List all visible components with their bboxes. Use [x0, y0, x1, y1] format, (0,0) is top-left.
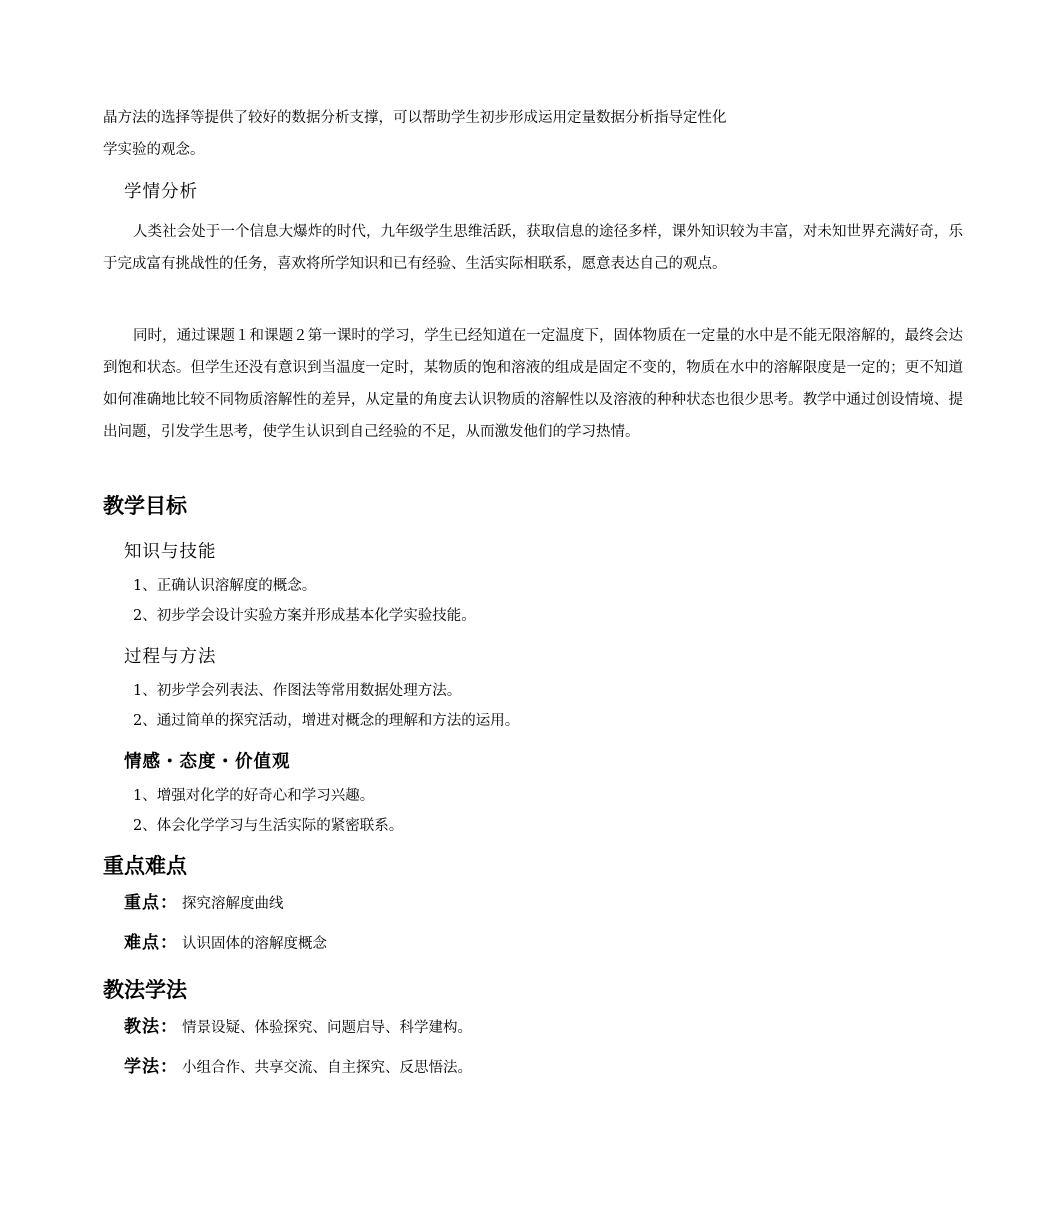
learning-method-label: 学法： — [124, 1057, 178, 1077]
emotion-item-1: 1、增强对化学的好奇心和学习兴趣。 — [133, 788, 375, 804]
process-item-1: 1、初步学会列表法、作图法等常用数据处理方法。 — [133, 683, 462, 699]
emotion-item-2: 2、体会化学学习与生活实际的紧密联系。 — [133, 818, 404, 834]
intro-line-1: 晶方法的选择等提供了较好的数据分析支撑，可以帮助学生初步形成运用定量数据分析指导定性化 — [103, 110, 727, 126]
intro-line-2: 学实验的观念。 — [103, 142, 205, 158]
key-point-row — [124, 888, 284, 913]
methods-heading: 教法学法 — [103, 978, 187, 1002]
difficulty-label: 难点： — [124, 933, 178, 953]
teaching-method-value: 情景设疑、体验探究、问题启导、科学建构。 — [182, 1020, 472, 1036]
objectives-heading: 教学目标 — [103, 494, 187, 518]
process-methods-heading: 过程与方法 — [124, 647, 217, 667]
key-point-value: 探究溶解度曲线 — [182, 896, 284, 912]
emotion-values-heading: 情感・态度・价值观 — [124, 752, 291, 772]
difficulty-value: 认识固体的溶解度概念 — [182, 936, 327, 952]
teaching-method-row — [124, 1012, 472, 1037]
key-points-heading: 重点难点 — [103, 854, 187, 878]
learner-analysis-heading: 学情分析 — [124, 182, 198, 202]
learner-analysis-paragraph-1: 人类社会处于一个信息大爆炸的时代，九年级学生思维活跃，获取信息的途径多样，课外知识较为丰富，对未知世界充满好奇，乐于完成富有挑战性的任务，喜欢将所学知识和已有经验、生活实际相联系，愿意表达自己的观点。 — [103, 224, 963, 272]
learning-method-value: 小组合作、共享交流、自主探究、反思悟法。 — [182, 1060, 472, 1076]
key-point-label: 重点： — [124, 893, 178, 913]
difficulty-row — [124, 928, 327, 953]
process-item-2: 2、通过简单的探究活动，增进对概念的理解和方法的运用。 — [133, 713, 520, 729]
learner-analysis-paragraph-2: 同时，通过课题１和课题２第一课时的学习，学生已经知道在一定温度下，固体物质在一定量的水中是不能无限溶解的，最终会达到饱和状态。但学生还没有意识到当温度一定时，某物质的饱和溶液的组成是固定不变的，物质在水中的溶解限度是一定的；更不知道如何准确地比较不同物质溶解性的差异，从定量的角度去认识物质的溶解性以及溶液的种种状态也很少思考。教学中通过创设情境、提出问题，引发学生思考，使学生认识到自己经验的不足，从而激发他们的学习热情。 — [103, 328, 963, 440]
knowledge-item-2: 2、初步学会设计实验方案并形成基本化学实验技能。 — [133, 608, 476, 624]
knowledge-item-1: 1、正确认识溶解度的概念。 — [133, 578, 317, 594]
learning-method-row — [124, 1052, 472, 1077]
teaching-method-label: 教法： — [124, 1017, 178, 1037]
knowledge-skills-heading: 知识与技能 — [124, 542, 217, 562]
